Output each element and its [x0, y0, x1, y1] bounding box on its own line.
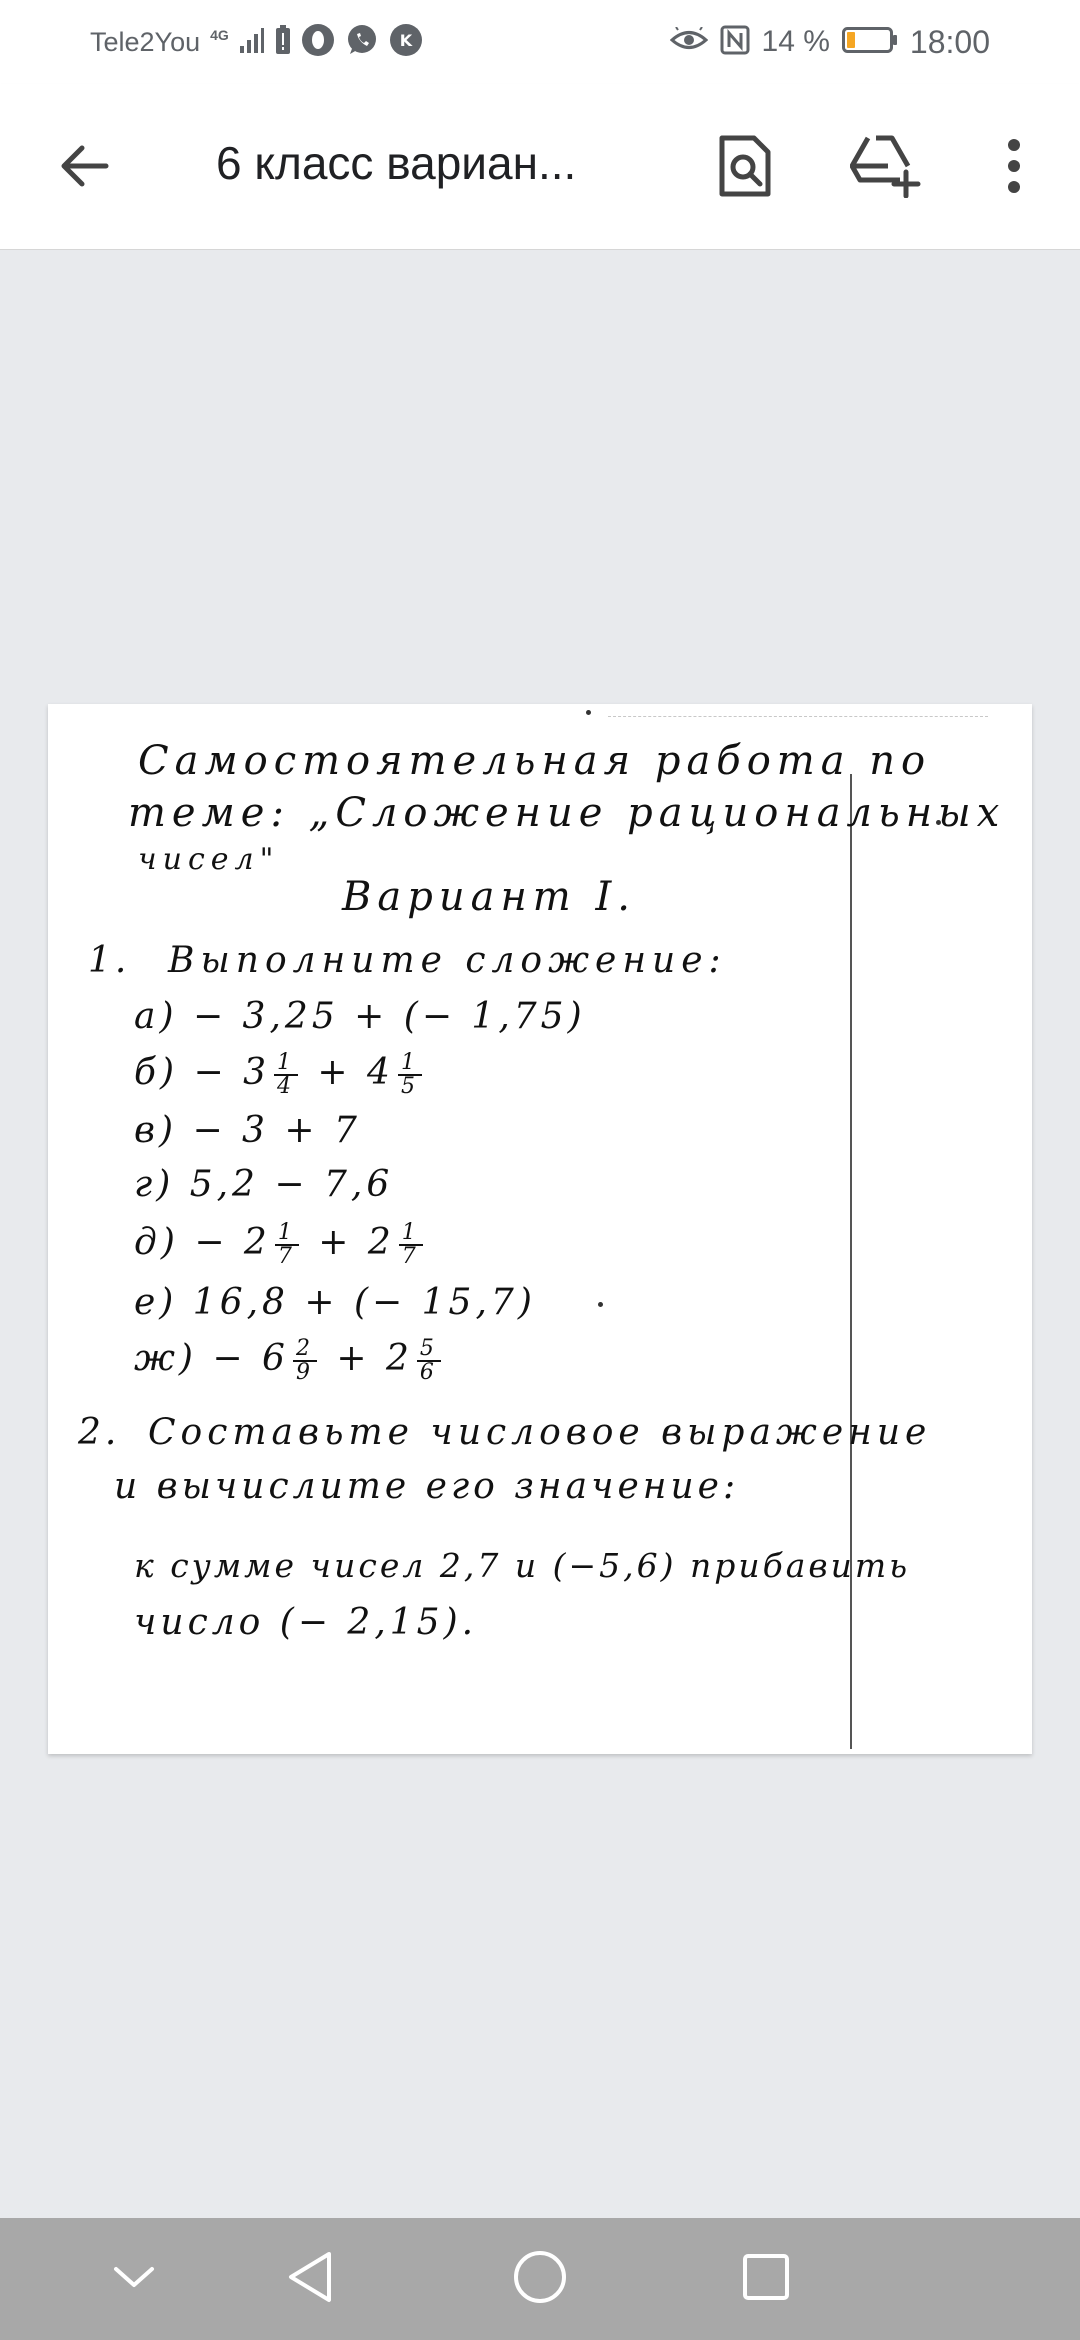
fraction-denominator: 5 — [400, 1074, 419, 1099]
task1-item — [134, 1164, 393, 1205]
fraction — [274, 1052, 298, 1098]
network-type: 4G — [210, 27, 229, 43]
expression-text: 5,2 − 7,6 — [189, 1164, 394, 1205]
nav-back-button[interactable] — [270, 2244, 350, 2314]
fraction-denominator: 7 — [401, 1244, 420, 1269]
task1-item-label: ж) — [134, 1338, 213, 1379]
scan-dot — [598, 1302, 603, 1307]
vk-icon — [389, 23, 423, 62]
find-in-document-button[interactable] — [704, 128, 784, 208]
task1-item-label: б) — [134, 1052, 194, 1093]
task2-line-2: и вычислите его значение: — [114, 1466, 740, 1507]
expression-text: − 6 — [212, 1338, 289, 1379]
more-vert-icon — [1007, 138, 1021, 199]
document-page[interactable] — [48, 704, 1032, 1754]
back-triangle-icon — [285, 2250, 335, 2309]
add-to-drive-button[interactable] — [846, 128, 926, 208]
task2-line-4: число (− 2,15). — [134, 1602, 478, 1643]
back-button[interactable] — [48, 132, 120, 204]
fraction-numerator: 1 — [275, 1222, 299, 1246]
fraction-denominator: 9 — [295, 1360, 314, 1385]
status-right — [670, 22, 990, 62]
app-bar — [0, 84, 1080, 250]
task1-item — [134, 1222, 427, 1268]
document-viewer[interactable] — [0, 250, 1080, 2218]
fraction-denominator: 6 — [419, 1360, 438, 1385]
task1-item-label: в) — [134, 1110, 193, 1151]
back-arrow-icon — [56, 138, 112, 199]
hide-keyboard-icon — [112, 2263, 156, 2296]
signal-icon — [239, 26, 265, 59]
status-left — [90, 22, 423, 62]
expression-text: − 3 — [193, 1052, 270, 1093]
task1-item-label: а) — [134, 996, 193, 1037]
eye-comfort-icon — [670, 27, 708, 58]
more-options-button[interactable] — [974, 128, 1054, 208]
variant-heading: Вариант I. — [342, 874, 636, 920]
task2-line-1: Составьте числовое выражение — [148, 1412, 932, 1453]
hide-keyboard-button[interactable] — [94, 2244, 174, 2314]
task2-line-3: к сумме чисел 2,7 и (−5,6) прибавить — [134, 1546, 911, 1585]
page-margin-rule — [850, 774, 852, 1749]
add-to-drive-icon — [850, 134, 922, 203]
task1-number: 1. — [88, 940, 131, 981]
expression-text: 16,8 + (− 15,7) — [192, 1282, 536, 1323]
fraction — [275, 1222, 299, 1268]
expression-text: − 3,25 + (− 1,75) — [192, 996, 586, 1037]
task1-item — [134, 1052, 426, 1098]
heading-line-3: чисел" — [138, 842, 280, 877]
fraction — [417, 1338, 441, 1384]
task1-item — [134, 996, 586, 1037]
expression-text: + 2 — [302, 1222, 395, 1263]
recents-square-icon — [741, 2252, 791, 2307]
expression-text: + 2 — [320, 1338, 413, 1379]
fraction-numerator: 2 — [293, 1338, 317, 1362]
expression-text: − 2 — [194, 1222, 271, 1263]
battery-alert-icon — [275, 25, 291, 60]
fraction — [399, 1222, 423, 1268]
search-in-document-icon — [716, 134, 772, 203]
nfc-icon — [720, 25, 750, 60]
task1-item-label: е) — [134, 1282, 193, 1323]
expression-text: + 4 — [301, 1052, 394, 1093]
task1-instruction: Выполните сложение: — [168, 940, 727, 981]
opera-icon — [301, 23, 335, 62]
fraction-numerator: 1 — [398, 1052, 422, 1076]
carrier-name: Tele2You — [90, 26, 201, 57]
nav-home-button[interactable] — [500, 2244, 580, 2314]
page-top-rule — [608, 716, 988, 717]
fraction-numerator: 1 — [399, 1222, 423, 1246]
task1-item — [134, 1110, 361, 1151]
fraction — [398, 1052, 422, 1098]
task1-item — [134, 1282, 536, 1323]
task1-item-label: г) — [134, 1164, 190, 1205]
battery-percent: 14 % — [761, 25, 830, 58]
fraction-denominator: 4 — [276, 1074, 295, 1099]
task1-item-label: д) — [134, 1222, 195, 1263]
document-title: 6 класс вариан... — [216, 137, 577, 189]
heading-line-1: Самостоятельная работа по — [138, 738, 932, 784]
nav-recents-button[interactable] — [726, 2244, 806, 2314]
navigation-bar — [0, 2218, 1080, 2340]
clock: 18:00 — [909, 23, 990, 60]
whatsapp-icon — [345, 23, 379, 62]
task1-item — [134, 1338, 445, 1384]
heading-line-2: теме: „Сложение рациональных — [128, 790, 1006, 836]
status-bar — [0, 0, 1080, 84]
task2-number: 2. — [78, 1412, 121, 1453]
scan-dot — [586, 710, 591, 715]
battery-icon — [842, 26, 898, 59]
fraction-numerator: 1 — [274, 1052, 298, 1076]
home-circle-icon — [512, 2249, 568, 2310]
fraction-numerator: 5 — [417, 1338, 441, 1362]
fraction — [293, 1338, 317, 1384]
fraction-denominator: 7 — [277, 1244, 296, 1269]
svg-text:K: K — [399, 30, 412, 50]
expression-text: − 3 + 7 — [192, 1110, 361, 1151]
